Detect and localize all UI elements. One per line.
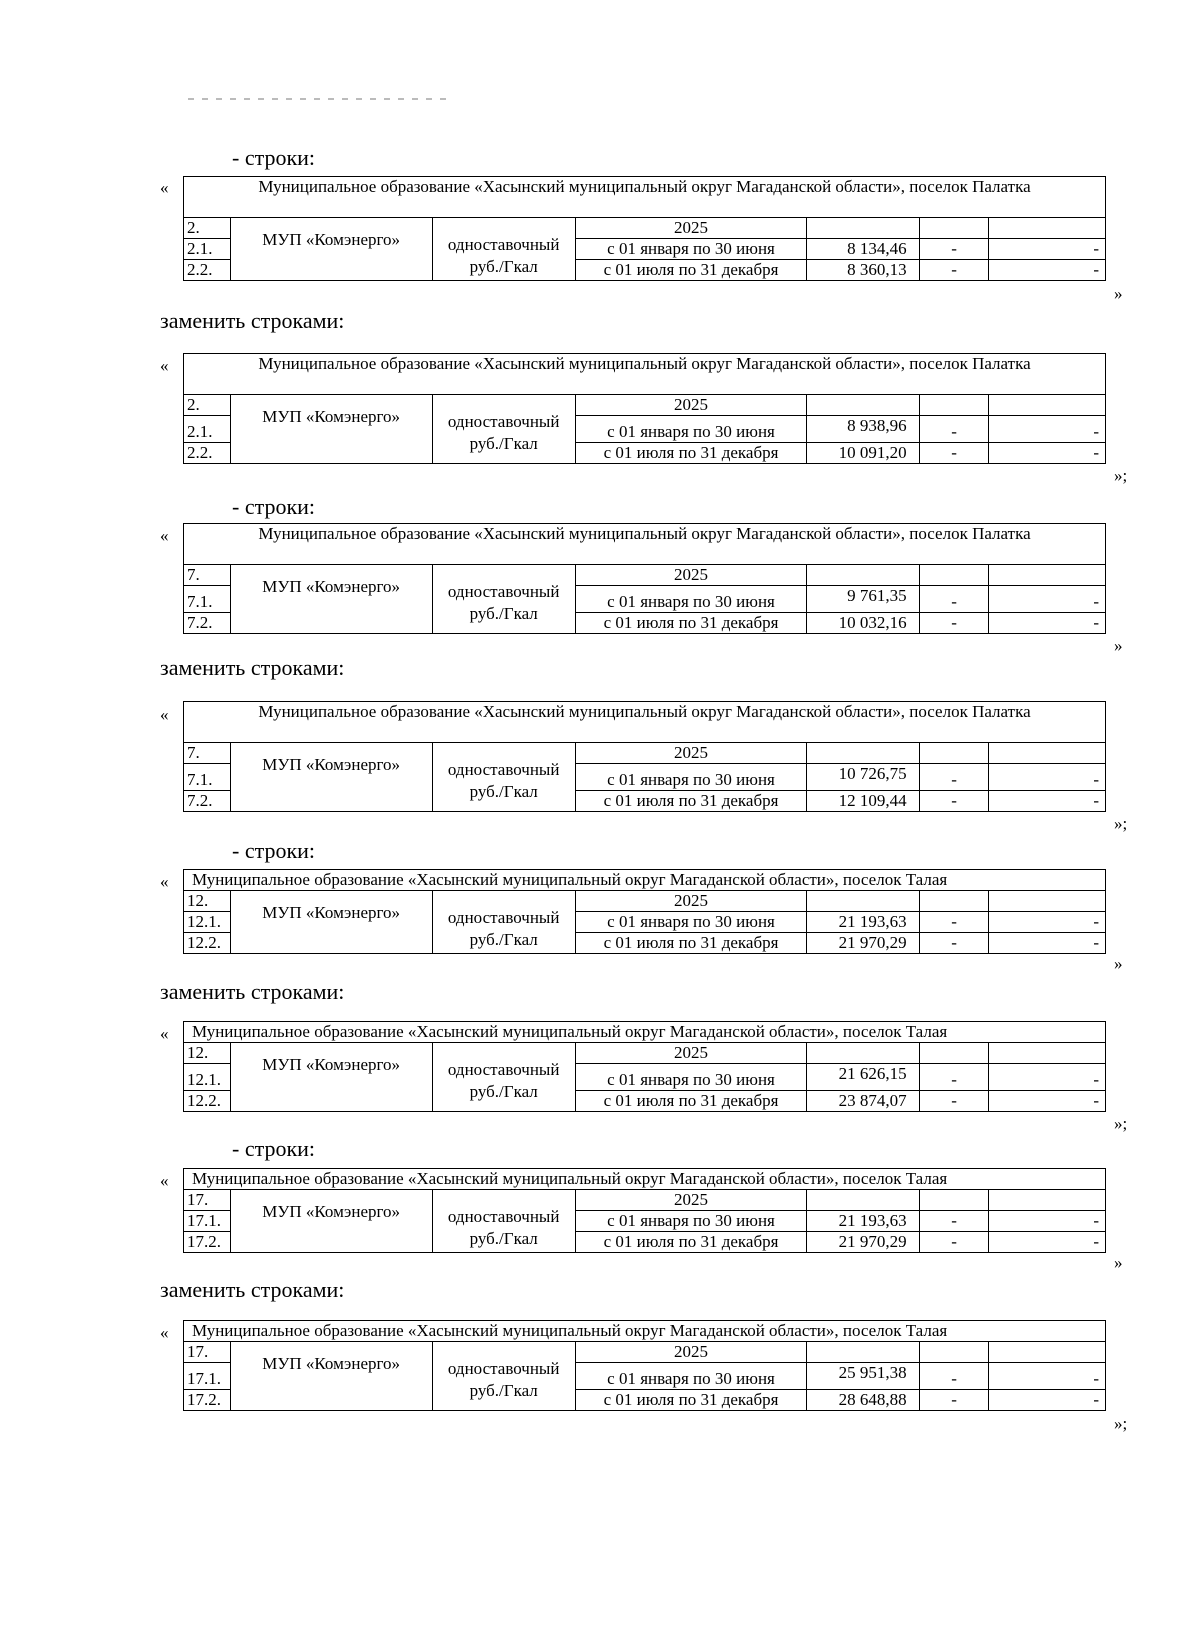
empty-cell [807,395,919,416]
dash-cell: - [989,933,1106,954]
organization-cell: МУП «Комэнерго» [230,1190,432,1253]
tariff-value: 23 874,07 [807,1091,919,1112]
tariff-table [183,869,1106,954]
year-cell: 2025 [575,1043,807,1064]
rate-type-cell: одноставочный руб./Гкал [432,1043,575,1112]
close-quote: »; [1114,1414,1128,1433]
dash-cell: - [989,416,1106,443]
empty-cell [919,1342,989,1363]
tariff-value: 21 970,29 [807,933,919,954]
period-cell: с 01 января по 30 июня [575,239,807,260]
year-cell: 2025 [575,1190,807,1211]
empty-cell [807,1190,919,1211]
year-cell: 2025 [575,218,807,239]
row-number: 7.2. [184,613,231,634]
municipality-title: Муниципальное образование «Хасынский муниципальный округ Магаданской области», поселок Палатка [184,524,1106,565]
empty-cell [919,1043,989,1064]
row-number: 17.1. [184,1211,231,1232]
rate-type-cell: одноставочный руб./Гкал [432,743,575,812]
dash-cell: - [989,912,1106,933]
organization-cell: МУП «Комэнерго» [230,395,432,464]
empty-cell [919,743,989,764]
close-quote: » [1114,636,1123,655]
empty-cell [807,565,919,586]
tariff-value: 12 109,44 [807,791,919,812]
row-number: 2.1. [184,416,231,443]
dash-cell: - [989,764,1106,791]
close-quote: » [1114,954,1123,973]
empty-cell [989,218,1106,239]
empty-cell [919,395,989,416]
municipality-title: Муниципальное образование «Хасынский муниципальный округ Магаданской области», поселок Талая [184,1321,1106,1342]
row-number: 17.2. [184,1232,231,1253]
row-number: 17.2. [184,1390,231,1411]
rate-type-cell: одноставочный руб./Гкал [432,891,575,954]
period-cell: с 01 января по 30 июня [575,912,807,933]
replace-with-heading: заменить строками: [160,308,345,333]
dash-cell: - [989,1232,1106,1253]
empty-cell [919,565,989,586]
municipality-title: Муниципальное образование «Хасынский муниципальный округ Магаданской области», поселок Талая [184,1022,1106,1043]
dash-cell: - [919,1232,989,1253]
period-cell: с 01 июля по 31 декабря [575,1232,807,1253]
dash-cell: - [989,1363,1106,1390]
dash-cell: - [919,933,989,954]
period-cell: с 01 июля по 31 декабря [575,791,807,812]
period-cell: с 01 января по 30 июня [575,586,807,613]
year-cell: 2025 [575,891,807,912]
period-cell: с 01 июля по 31 декабря [575,443,807,464]
replace-with-heading: заменить строками: [160,1277,345,1302]
open-quote: « [160,1323,169,1342]
close-quote: »; [1114,1114,1128,1133]
dash-cell: - [919,764,989,791]
rate-type-cell: одноставочный руб./Гкал [432,218,575,281]
rate-type-cell: одноставочный руб./Гкал [432,1190,575,1253]
close-quote: » [1114,1253,1123,1272]
dash-cell: - [919,1211,989,1232]
empty-cell [919,891,989,912]
tariff-value: 28 648,88 [807,1390,919,1411]
organization-cell: МУП «Комэнерго» [230,1043,432,1112]
dash-cell: - [989,586,1106,613]
dash-cell: - [919,613,989,634]
empty-cell [989,1190,1106,1211]
period-cell: с 01 июля по 31 декабря [575,1390,807,1411]
organization-cell: МУП «Комэнерго» [230,743,432,812]
row-number: 2. [184,395,231,416]
dash-cell: - [919,443,989,464]
municipality-title: Муниципальное образование «Хасынский муниципальный округ Магаданской области», поселок Палатка [184,177,1106,218]
replace-from-heading: - строки: [232,145,316,170]
period-cell: с 01 января по 30 июня [575,764,807,791]
close-quote: » [1114,284,1123,303]
period-cell: с 01 июля по 31 декабря [575,613,807,634]
row-number: 2.2. [184,443,231,464]
open-quote: « [160,1171,169,1190]
municipality-title: Муниципальное образование «Хасынский муниципальный округ Магаданской области», поселок Талая [184,870,1106,891]
open-quote: « [160,705,169,724]
empty-cell [807,218,919,239]
row-number: 12.1. [184,912,231,933]
close-quote: »; [1114,466,1128,485]
year-cell: 2025 [575,743,807,764]
row-number: 17. [184,1342,231,1363]
empty-cell [919,218,989,239]
dash-cell: - [989,1064,1106,1091]
row-number: 12. [184,1043,231,1064]
dash-cell: - [989,613,1106,634]
row-number: 12. [184,891,231,912]
tariff-table [183,1021,1106,1112]
municipality-title: Муниципальное образование «Хасынский муниципальный округ Магаданской области», поселок Талая [184,1169,1106,1190]
organization-cell: МУП «Комэнерго» [230,565,432,634]
tariff-value: 21 970,29 [807,1232,919,1253]
period-cell: с 01 января по 30 июня [575,416,807,443]
dash-cell: - [919,1064,989,1091]
empty-cell [807,891,919,912]
period-cell: с 01 июля по 31 декабря [575,1091,807,1112]
open-quote: « [160,872,169,891]
dash-cell: - [989,1091,1106,1112]
tariff-value: 8 360,13 [807,260,919,281]
open-quote: « [160,526,169,545]
dash-cell: - [919,1390,989,1411]
period-cell: с 01 января по 30 июня [575,1064,807,1091]
tariff-value: 10 091,20 [807,443,919,464]
period-cell: с 01 июля по 31 декабря [575,260,807,281]
tariff-value: 21 193,63 [807,912,919,933]
tariff-value: 21 626,15 [807,1064,919,1091]
dash-cell: - [919,239,989,260]
tariff-value: 8 938,96 [807,416,919,443]
dash-cell: - [919,791,989,812]
empty-cell [989,395,1106,416]
tariff-value: 9 761,35 [807,586,919,613]
organization-cell: МУП «Комэнерго» [230,891,432,954]
municipality-title: Муниципальное образование «Хасынский муниципальный округ Магаданской области», поселок Палатка [184,702,1106,743]
replace-with-heading: заменить строками: [160,655,345,680]
row-number: 7. [184,565,231,586]
dash-cell: - [919,416,989,443]
tariff-value: 10 032,16 [807,613,919,634]
year-cell: 2025 [575,1342,807,1363]
row-number: 2. [184,218,231,239]
row-number: 7.2. [184,791,231,812]
dash-cell: - [919,260,989,281]
empty-cell [989,1043,1106,1064]
row-number: 2.1. [184,239,231,260]
period-cell: с 01 января по 30 июня [575,1363,807,1390]
dash-cell: - [919,586,989,613]
municipality-title: Муниципальное образование «Хасынский муниципальный округ Магаданской области», поселок Палатка [184,354,1106,395]
open-quote: « [160,178,169,197]
row-number: 2.2. [184,260,231,281]
row-number: 12.2. [184,933,231,954]
tariff-value: 8 134,46 [807,239,919,260]
dash-cell: - [919,1091,989,1112]
rate-type-cell: одноставочный руб./Гкал [432,1342,575,1411]
tariff-table [183,523,1106,634]
replace-from-heading: - строки: [232,1136,316,1161]
empty-cell [807,1043,919,1064]
row-number: 7.1. [184,764,231,791]
tariff-value: 10 726,75 [807,764,919,791]
period-cell: с 01 января по 30 июня [575,1211,807,1232]
year-cell: 2025 [575,565,807,586]
dash-cell: - [919,912,989,933]
tariff-table [183,701,1106,812]
dash-cell: - [989,1390,1106,1411]
row-number: 12.2. [184,1091,231,1112]
dash-cell: - [989,791,1106,812]
empty-cell [989,1342,1106,1363]
replace-with-heading: заменить строками: [160,979,345,1004]
empty-cell [919,1190,989,1211]
tariff-table [183,353,1106,464]
dash-cell: - [989,1211,1106,1232]
empty-cell [989,565,1106,586]
year-cell: 2025 [575,395,807,416]
open-quote: « [160,356,169,375]
organization-cell: МУП «Комэнерго» [230,1342,432,1411]
empty-cell [989,743,1106,764]
open-quote: « [160,1024,169,1043]
scan-artifact [188,98,448,100]
tariff-value: 25 951,38 [807,1363,919,1390]
tariff-table [183,1320,1106,1411]
row-number: 7.1. [184,586,231,613]
dash-cell: - [989,239,1106,260]
dash-cell: - [989,260,1106,281]
dash-cell: - [919,1363,989,1390]
rate-type-cell: одноставочный руб./Гкал [432,395,575,464]
replace-from-heading: - строки: [232,494,316,519]
empty-cell [807,1342,919,1363]
empty-cell [989,891,1106,912]
tariff-value: 21 193,63 [807,1211,919,1232]
dash-cell: - [989,443,1106,464]
close-quote: »; [1114,814,1128,833]
period-cell: с 01 июля по 31 декабря [575,933,807,954]
empty-cell [807,743,919,764]
row-number: 7. [184,743,231,764]
tariff-table [183,176,1106,281]
row-number: 12.1. [184,1064,231,1091]
tariff-table [183,1168,1106,1253]
row-number: 17.1. [184,1363,231,1390]
rate-type-cell: одноставочный руб./Гкал [432,565,575,634]
organization-cell: МУП «Комэнерго» [230,218,432,281]
replace-from-heading: - строки: [232,838,316,863]
row-number: 17. [184,1190,231,1211]
